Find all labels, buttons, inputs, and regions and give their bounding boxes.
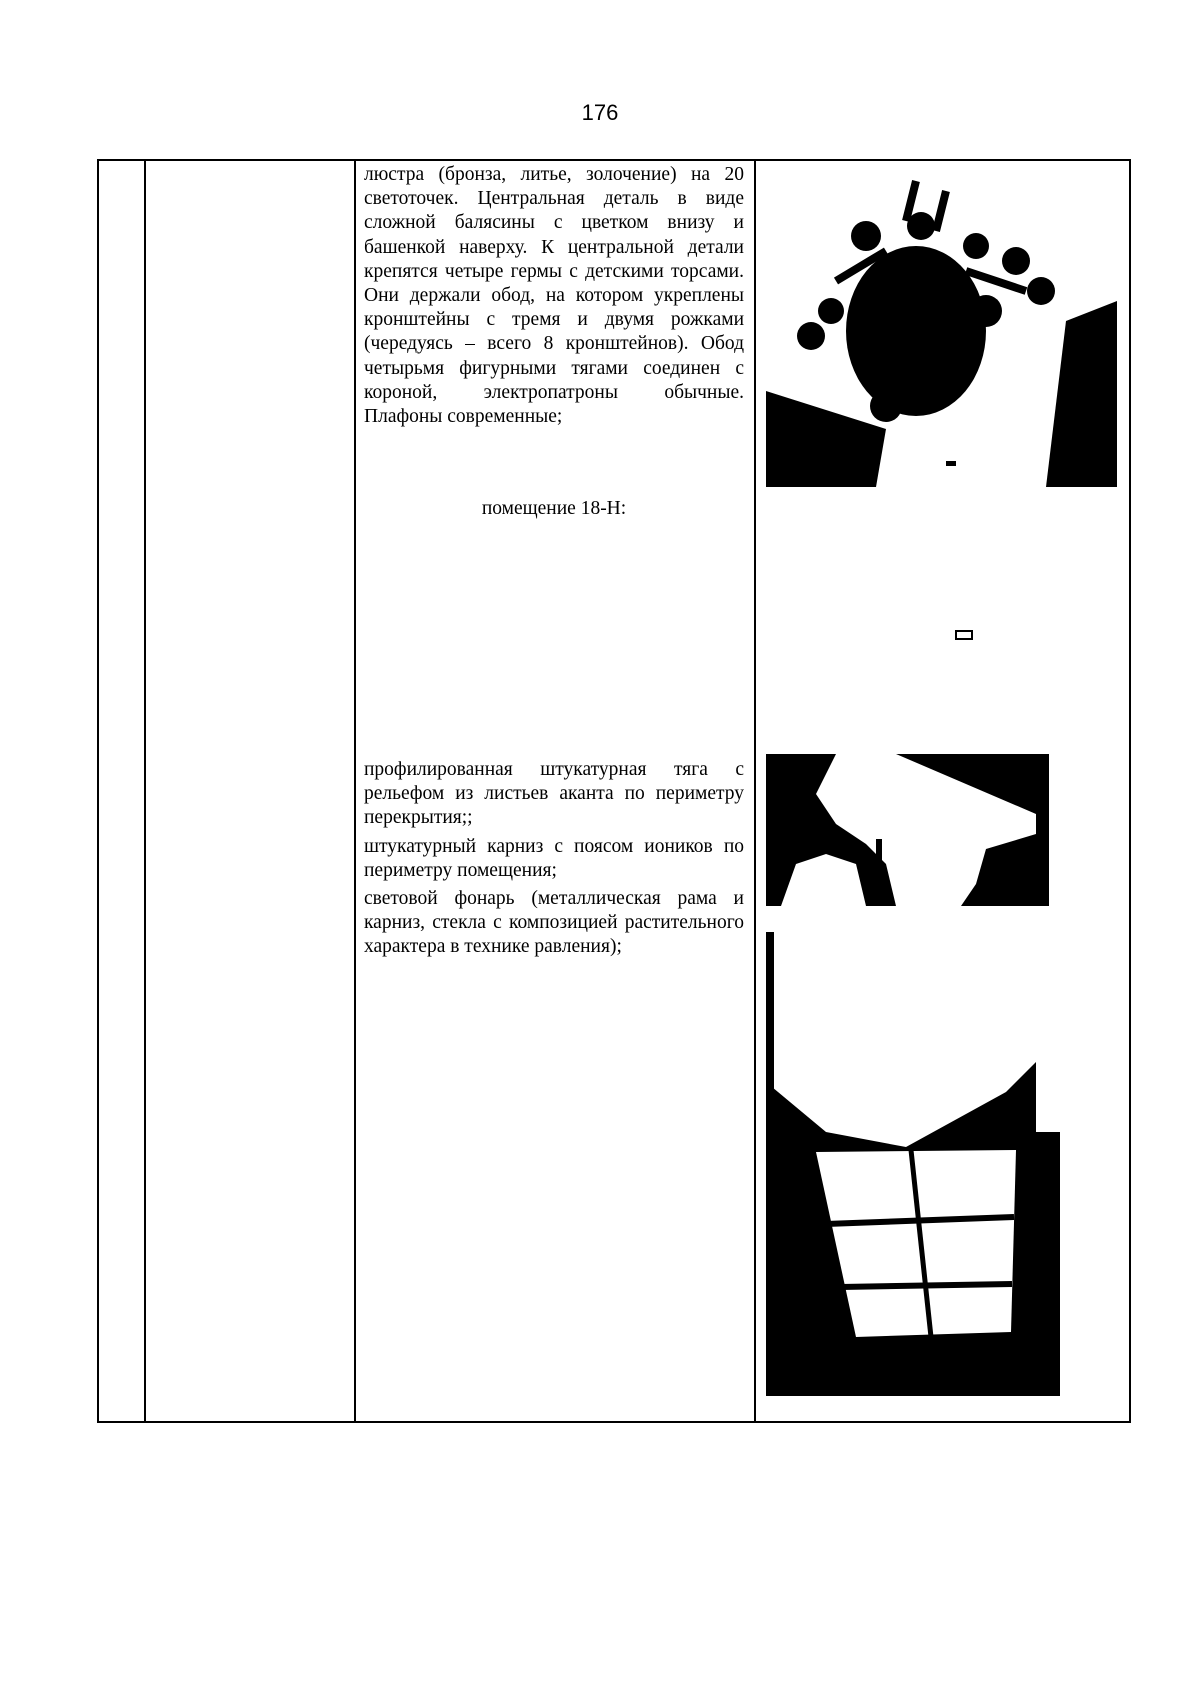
skylight-photo — [766, 932, 1060, 1396]
column-divider-3 — [754, 161, 756, 1421]
list-item: штукатурный карниз с поясом иоников по периметру помещения; — [364, 835, 744, 881]
cornice-photo — [766, 754, 1049, 906]
column-divider-1 — [144, 161, 146, 1421]
list-item: световой фонарь (металлическая рама и карниз, стекла с композицией растительного характера в технике равления); — [364, 888, 744, 958]
room-heading: помещение 18-Н: — [481, 498, 627, 519]
features-list — [364, 758, 744, 960]
small-mark-icon — [955, 630, 973, 640]
list-item: профилированная штукатурная тяга с рельефом из листьев аканта по периметру перекрытия;; — [364, 759, 744, 829]
description-text: люстра (бронза, литье, золочение) на 20 светоточек. Центральная деталь в виде сложной балясины с цветком внизу и башенкой наверху. К центральной детали крепятся четыре гермы с детскими торсами. Они держали обод, на котором укреплены кронштейны с тремя и двумя рожками (чередуясь – всего 8 кронштейнов). Обод четырьмя фигурными тягами соединен с короной, электропатроны обычные. Плафоны современные; — [364, 164, 744, 428]
page-number: 176 — [581, 100, 619, 125]
column-divider-2 — [354, 161, 356, 1421]
chandelier-photo — [766, 161, 1117, 487]
chandelier-description — [364, 163, 744, 429]
